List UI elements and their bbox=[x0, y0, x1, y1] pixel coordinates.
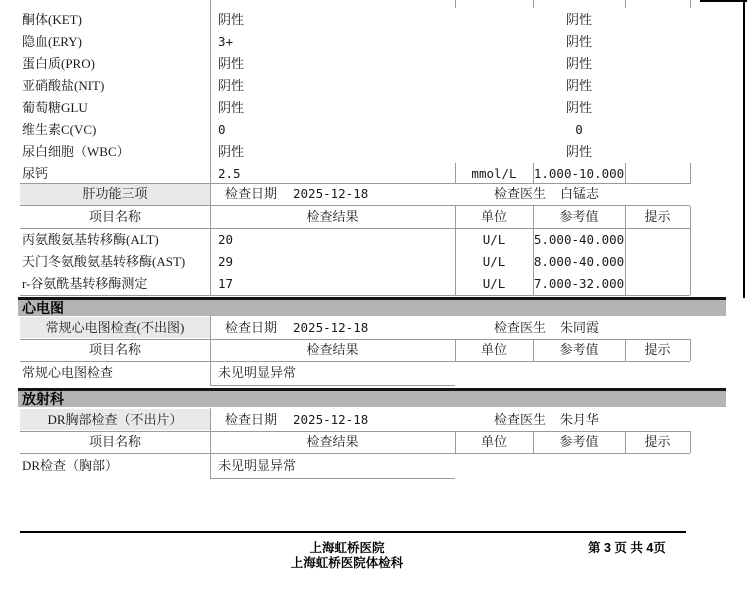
top-right-edge-line bbox=[700, 0, 747, 2]
cell-border bbox=[625, 339, 626, 361]
item-ref: 5.000-40.000 bbox=[533, 232, 625, 247]
item-result: 0 bbox=[218, 122, 226, 137]
column-stub bbox=[455, 0, 456, 8]
item-name: r-谷氨酰基转移酶测定 bbox=[22, 276, 148, 291]
cell-border bbox=[625, 163, 626, 184]
check-date-label: 检查日期 bbox=[225, 186, 278, 201]
table-row bbox=[0, 273, 747, 295]
check-doctor-value: 朱月华 bbox=[560, 412, 600, 427]
check-doctor-label: 检查医生 bbox=[494, 186, 547, 201]
cell-border bbox=[533, 339, 534, 361]
row-border bbox=[210, 478, 455, 479]
column-divider bbox=[210, 408, 211, 479]
cell-border bbox=[533, 163, 534, 184]
section-subheader-row bbox=[0, 316, 747, 339]
table-row bbox=[0, 53, 747, 75]
panel-title: DR胸部检查（不出片） bbox=[47, 412, 183, 427]
cell-border bbox=[625, 206, 626, 295]
table-row bbox=[0, 31, 747, 53]
col-hint-header: 提示 bbox=[644, 342, 671, 357]
item-ref: 7.000-32.000 bbox=[533, 276, 625, 291]
col-item-header: 项目名称 bbox=[88, 434, 141, 449]
item-name: 天门冬氨酸氨基转移酶(AST) bbox=[22, 254, 186, 269]
column-stub bbox=[690, 0, 691, 8]
item-ref: 阴性 bbox=[565, 78, 592, 93]
item-result: 阴性 bbox=[218, 12, 245, 27]
column-header-row bbox=[0, 339, 747, 361]
section-subheader-row bbox=[0, 183, 747, 205]
check-date-label: 检查日期 bbox=[225, 412, 278, 427]
item-unit: U/L bbox=[482, 276, 506, 291]
check-doctor-label: 检查医生 bbox=[494, 412, 547, 427]
item-result: 未见明显异常 bbox=[218, 458, 297, 473]
item-ref: 阴性 bbox=[565, 144, 592, 159]
row-border bbox=[20, 453, 690, 454]
item-name: 亚硝酸盐(NIT) bbox=[22, 78, 105, 93]
item-name: 蛋白质(PRO) bbox=[22, 56, 95, 71]
item-name: 常规心电图检查 bbox=[22, 365, 114, 380]
item-ref: 阴性 bbox=[565, 34, 592, 49]
item-unit: U/L bbox=[482, 232, 506, 247]
item-ref: 阴性 bbox=[565, 12, 592, 27]
table-row bbox=[0, 229, 747, 251]
check-doctor-value: 白锰志 bbox=[560, 186, 600, 201]
item-result: 3+ bbox=[218, 34, 234, 49]
item-name: 隐血(ERY) bbox=[22, 34, 82, 49]
item-name: 葡萄糖GLU bbox=[22, 100, 88, 115]
col-ref-header: 参考值 bbox=[559, 434, 599, 449]
item-ref: 阴性 bbox=[565, 56, 592, 71]
column-stub bbox=[533, 0, 534, 8]
item-result: 阴性 bbox=[218, 144, 245, 159]
item-name: 尿钙 bbox=[22, 166, 49, 181]
cell-border bbox=[690, 339, 691, 361]
check-date-value: 2025-12-18 bbox=[293, 412, 369, 427]
table-row bbox=[0, 9, 747, 31]
item-unit: U/L bbox=[482, 254, 506, 269]
footer-divider bbox=[20, 531, 686, 533]
col-ref-header: 参考值 bbox=[559, 209, 599, 224]
department-bar bbox=[18, 391, 726, 407]
footer-page-info: 第 3 页 共 4页 bbox=[588, 541, 666, 555]
item-result: 20 bbox=[218, 232, 234, 247]
cell-border bbox=[455, 163, 456, 184]
col-hint-header: 提示 bbox=[644, 209, 671, 224]
cell-border bbox=[690, 431, 691, 453]
col-result-header: 检查结果 bbox=[306, 434, 359, 449]
panel-title: 常规心电图检查(不出图) bbox=[45, 320, 185, 335]
col-result-header: 检查结果 bbox=[306, 342, 359, 357]
check-date-value: 2025-12-18 bbox=[293, 186, 369, 201]
table-row bbox=[0, 141, 747, 163]
item-result: 29 bbox=[218, 254, 234, 269]
item-name: 丙氨酸氨基转移酶(ALT) bbox=[22, 232, 159, 247]
item-result: 阴性 bbox=[218, 78, 245, 93]
table-row bbox=[0, 163, 747, 185]
item-name: 酮体(KET) bbox=[22, 12, 82, 27]
item-result: 阴性 bbox=[218, 100, 245, 115]
row-border bbox=[20, 295, 690, 296]
item-ref: 0 bbox=[575, 122, 583, 137]
item-ref: 阴性 bbox=[565, 100, 592, 115]
table-row bbox=[0, 97, 747, 119]
section-subheader-row bbox=[0, 408, 747, 431]
cell-border bbox=[455, 431, 456, 453]
item-name: 维生素C(VC) bbox=[22, 122, 97, 137]
item-result: 2.5 bbox=[218, 166, 241, 181]
cell-border bbox=[690, 206, 691, 295]
item-unit: mmol/L bbox=[471, 166, 517, 181]
column-header-row bbox=[0, 206, 747, 228]
col-item-header: 项目名称 bbox=[88, 342, 141, 357]
cell-border bbox=[690, 163, 691, 184]
footer-department: 上海虹桥医院体检科 bbox=[290, 556, 404, 570]
table-row bbox=[0, 251, 747, 273]
cell-border bbox=[625, 431, 626, 453]
col-item-header: 项目名称 bbox=[88, 209, 141, 224]
column-header-row bbox=[0, 431, 747, 453]
item-result: 17 bbox=[218, 276, 234, 291]
column-stub bbox=[625, 0, 626, 8]
cell-border bbox=[533, 431, 534, 453]
cell-border bbox=[533, 206, 534, 295]
table-row bbox=[0, 362, 747, 384]
footer-hospital: 上海虹桥医院 bbox=[309, 541, 385, 555]
check-doctor-value: 朱同霞 bbox=[560, 320, 600, 335]
department-bar bbox=[18, 300, 726, 316]
item-result: 未见明显异常 bbox=[218, 365, 297, 380]
col-unit-header: 单位 bbox=[480, 434, 507, 449]
check-date-value: 2025-12-18 bbox=[293, 320, 369, 335]
department-title: 放射科 bbox=[22, 391, 64, 407]
item-ref: 1.000-10.000 bbox=[533, 166, 625, 181]
cell-border bbox=[455, 339, 456, 361]
col-ref-header: 参考值 bbox=[559, 342, 599, 357]
department-title: 心电图 bbox=[22, 300, 64, 316]
table-row bbox=[0, 75, 747, 97]
col-result-header: 检查结果 bbox=[306, 209, 359, 224]
panel-title: 肝功能三项 bbox=[82, 186, 148, 201]
check-doctor-label: 检查医生 bbox=[494, 320, 547, 335]
column-divider bbox=[210, 316, 211, 385]
item-name: DR检查（胸部） bbox=[22, 458, 119, 473]
item-ref: 8.000-40.000 bbox=[533, 254, 625, 269]
table-row bbox=[0, 119, 747, 141]
col-hint-header: 提示 bbox=[644, 434, 671, 449]
row-border bbox=[210, 385, 455, 386]
item-result: 阴性 bbox=[218, 56, 245, 71]
col-unit-header: 单位 bbox=[480, 342, 507, 357]
table-row bbox=[0, 455, 747, 477]
cell-border bbox=[455, 206, 456, 295]
check-date-label: 检查日期 bbox=[225, 320, 278, 335]
col-unit-header: 单位 bbox=[480, 209, 507, 224]
item-name: 尿白细胞（WBC） bbox=[22, 144, 130, 159]
